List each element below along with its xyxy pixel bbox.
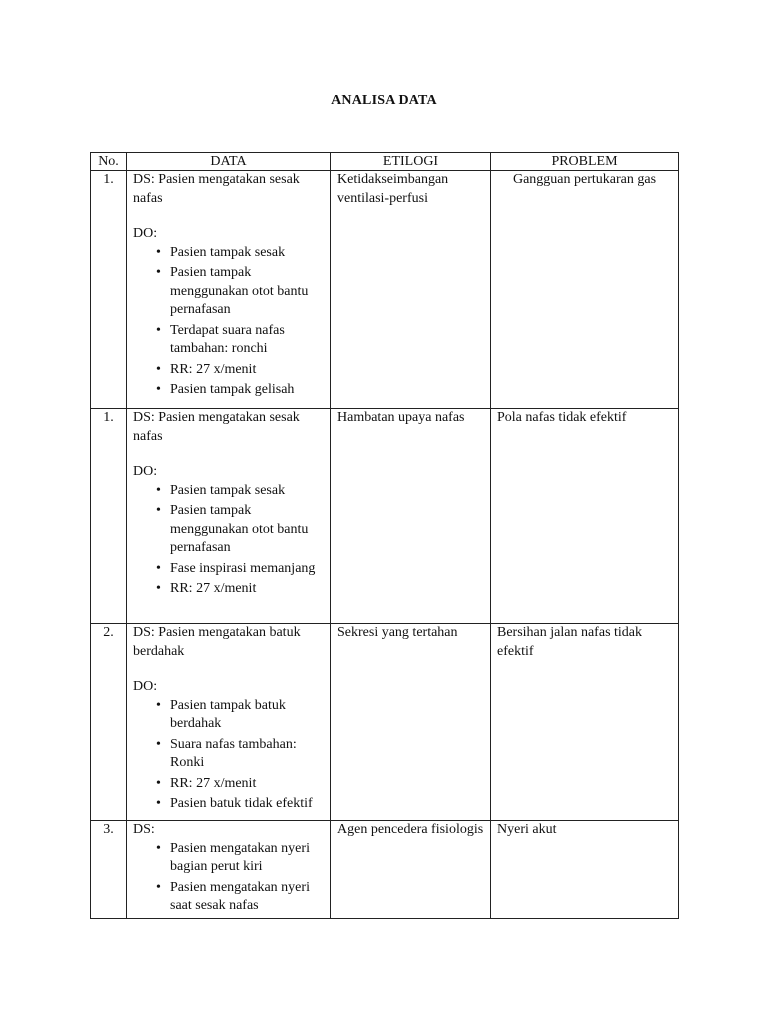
problem-cell: Pola nafas tidak efektif xyxy=(491,409,679,624)
list-item: • Terdapat suara nafas tambahan: ronchi xyxy=(170,322,324,359)
subjective-data: DS: xyxy=(133,822,155,837)
data-cell xyxy=(127,171,331,409)
objective-data-label: DO: xyxy=(133,226,158,241)
objective-data-label: DO: xyxy=(133,679,158,694)
list-item: • Pasien batuk tidak efektif xyxy=(170,795,324,814)
row-number: 3. xyxy=(91,821,127,919)
row-number: 1. xyxy=(91,409,127,624)
header-problem: PROBLEM xyxy=(491,153,679,171)
list-item: • Pasien mengatakan nyeri saat sesak nafas xyxy=(170,879,324,916)
analysis-table xyxy=(90,152,679,919)
problem-cell: Gangguan pertukaran gas xyxy=(491,171,679,409)
etiologi-cell: Ketidakseimbangan ventilasi-perfusi xyxy=(331,171,491,409)
data-cell xyxy=(127,624,331,821)
data-cell xyxy=(127,409,331,624)
list-item: • RR: 27 x/menit xyxy=(170,361,324,380)
list-item: • Pasien mengatakan nyeri bagian perut kiri xyxy=(170,840,324,877)
list-item: • RR: 27 x/menit xyxy=(170,580,324,599)
subjective-data: DS: Pasien mengatakan batuk berdahak xyxy=(133,625,301,659)
row-number: 1. xyxy=(91,171,127,409)
page-title: ANALISA DATA xyxy=(331,93,437,108)
header-data: DATA xyxy=(127,153,331,171)
etiologi-cell: Sekresi yang tertahan xyxy=(331,624,491,821)
table-row xyxy=(91,409,679,624)
list-item: • Fase inspirasi memanjang xyxy=(170,560,324,579)
list-item: • Pasien tampak sesak xyxy=(170,244,324,263)
table-row xyxy=(91,171,679,409)
list-item: • Suara nafas tambahan: Ronki xyxy=(170,736,324,773)
etiologi-cell: Agen pencedera fisiologis xyxy=(331,821,491,919)
row-number: 2. xyxy=(91,624,127,821)
list-item: • Pasien tampak menggunakan otot bantu pernafasan xyxy=(170,502,324,558)
data-cell xyxy=(127,821,331,919)
list-item: • Pasien tampak gelisah xyxy=(170,381,324,400)
list-item: • RR: 27 x/menit xyxy=(170,775,324,794)
objective-data-list xyxy=(133,697,324,814)
problem-cell: Nyeri akut xyxy=(491,821,679,919)
etiologi-cell: Hambatan upaya nafas xyxy=(331,409,491,624)
objective-data-label: DO: xyxy=(133,464,158,479)
header-etiologi: ETILOGI xyxy=(331,153,491,171)
objective-data-list xyxy=(133,482,324,599)
table-row xyxy=(91,624,679,821)
list-item: • Pasien tampak menggunakan otot bantu pernafasan xyxy=(170,264,324,320)
header-no: No. xyxy=(91,153,127,171)
table-row xyxy=(91,821,679,919)
problem-cell: Bersihan jalan nafas tidak efektif xyxy=(491,624,679,821)
objective-data-list xyxy=(133,244,324,400)
table-header-row xyxy=(91,153,679,171)
list-item: • Pasien tampak sesak xyxy=(170,482,324,501)
subjective-data: DS: Pasien mengatakan sesak nafas xyxy=(133,172,300,206)
list-item: • Pasien tampak batuk berdahak xyxy=(170,697,324,734)
subjective-data-list xyxy=(133,840,324,916)
subjective-data: DS: Pasien mengatakan sesak nafas xyxy=(133,410,300,444)
